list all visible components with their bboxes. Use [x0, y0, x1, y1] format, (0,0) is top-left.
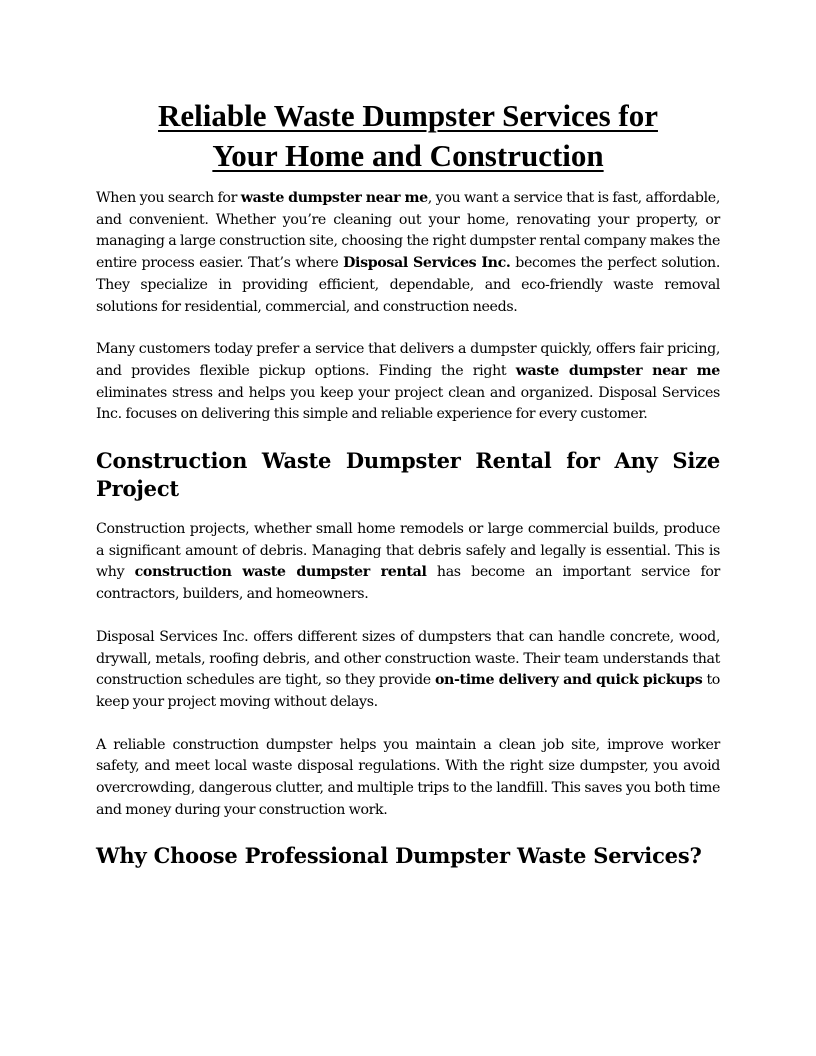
- intro-paragraph: [96, 188, 720, 318]
- title-line-2: Your Home and Construction: [212, 138, 604, 173]
- customers-keyword: waste dumpster near me: [515, 362, 720, 379]
- construction-paragraph: [96, 519, 720, 606]
- sizes-text-2: to keep your project moving without delays.: [96, 672, 721, 710]
- customers-paragraph: [96, 339, 720, 426]
- document-page: [96, 96, 720, 886]
- sizes-paragraph: [96, 627, 720, 714]
- sizes-text-1: Disposal Services Inc. offers different sizes of dumpsters that can handle concrete, wood, drywall, metals, roofing debris, and other construction waste. Their team understands that construction schedules are tight, so they provide: [96, 628, 720, 689]
- construction-text-1: Construction projects, whether small home remodels or large commercial builds, produce a significant amount of debris. Managing that debris safely and legally is essential. This is why: [96, 521, 720, 581]
- company-name: Disposal Services Inc.: [343, 255, 511, 272]
- customers-text-2: eliminates stress and helps you keep your project clean and organized. Disposal Services Inc. focuses on delivering this simple and reliable experience for every customer.: [96, 384, 720, 423]
- intro-keyword: waste dumpster near me: [240, 190, 428, 206]
- why-choose-heading: Why Choose Professional Dumpster Waste Services?: [96, 843, 702, 869]
- delivery-keyword: on-time delivery and quick pickups: [434, 672, 703, 689]
- construction-keyword: construction waste dumpster rental: [134, 564, 427, 581]
- construction-heading: Construction Waste Dumpster Rental for Any Size Project: [96, 448, 720, 502]
- document-title: [96, 96, 720, 176]
- intro-text-2: , you want a service that is fast, affordable, and convenient. Whether you’re cleaning out your home, renovating your property, or managing a large construction site, choosing the right dumpster rental company makes the entire process easier. That’s where: [96, 190, 721, 272]
- reliable-text: A reliable construction dumpster helps you maintain a clean job site, improve worker safety, and meet local waste disposal regulations. With the right size dumpster, you avoid overcrowding, dangerous clutter, and multiple trips to the landfill. This saves you both time and money during your construction work.: [96, 736, 720, 818]
- customers-text-1: Many customers today prefer a service that delivers a dumpster quickly, offers fair pricing, and provides flexible pickup options. Finding the right: [96, 341, 720, 379]
- intro-text-1: When you search for: [96, 190, 241, 206]
- title-line-1: Reliable Waste Dumpster Services for: [158, 98, 658, 133]
- reliable-paragraph: [96, 735, 720, 822]
- intro-text-3: becomes the perfect solution. They specialize in providing efficient, dependable, and eco-friendly waste removal solutions for residential, commercial, and construction needs.: [96, 255, 720, 315]
- construction-text-2: has become an important service for contractors, builders, and homeowners.: [96, 564, 720, 603]
